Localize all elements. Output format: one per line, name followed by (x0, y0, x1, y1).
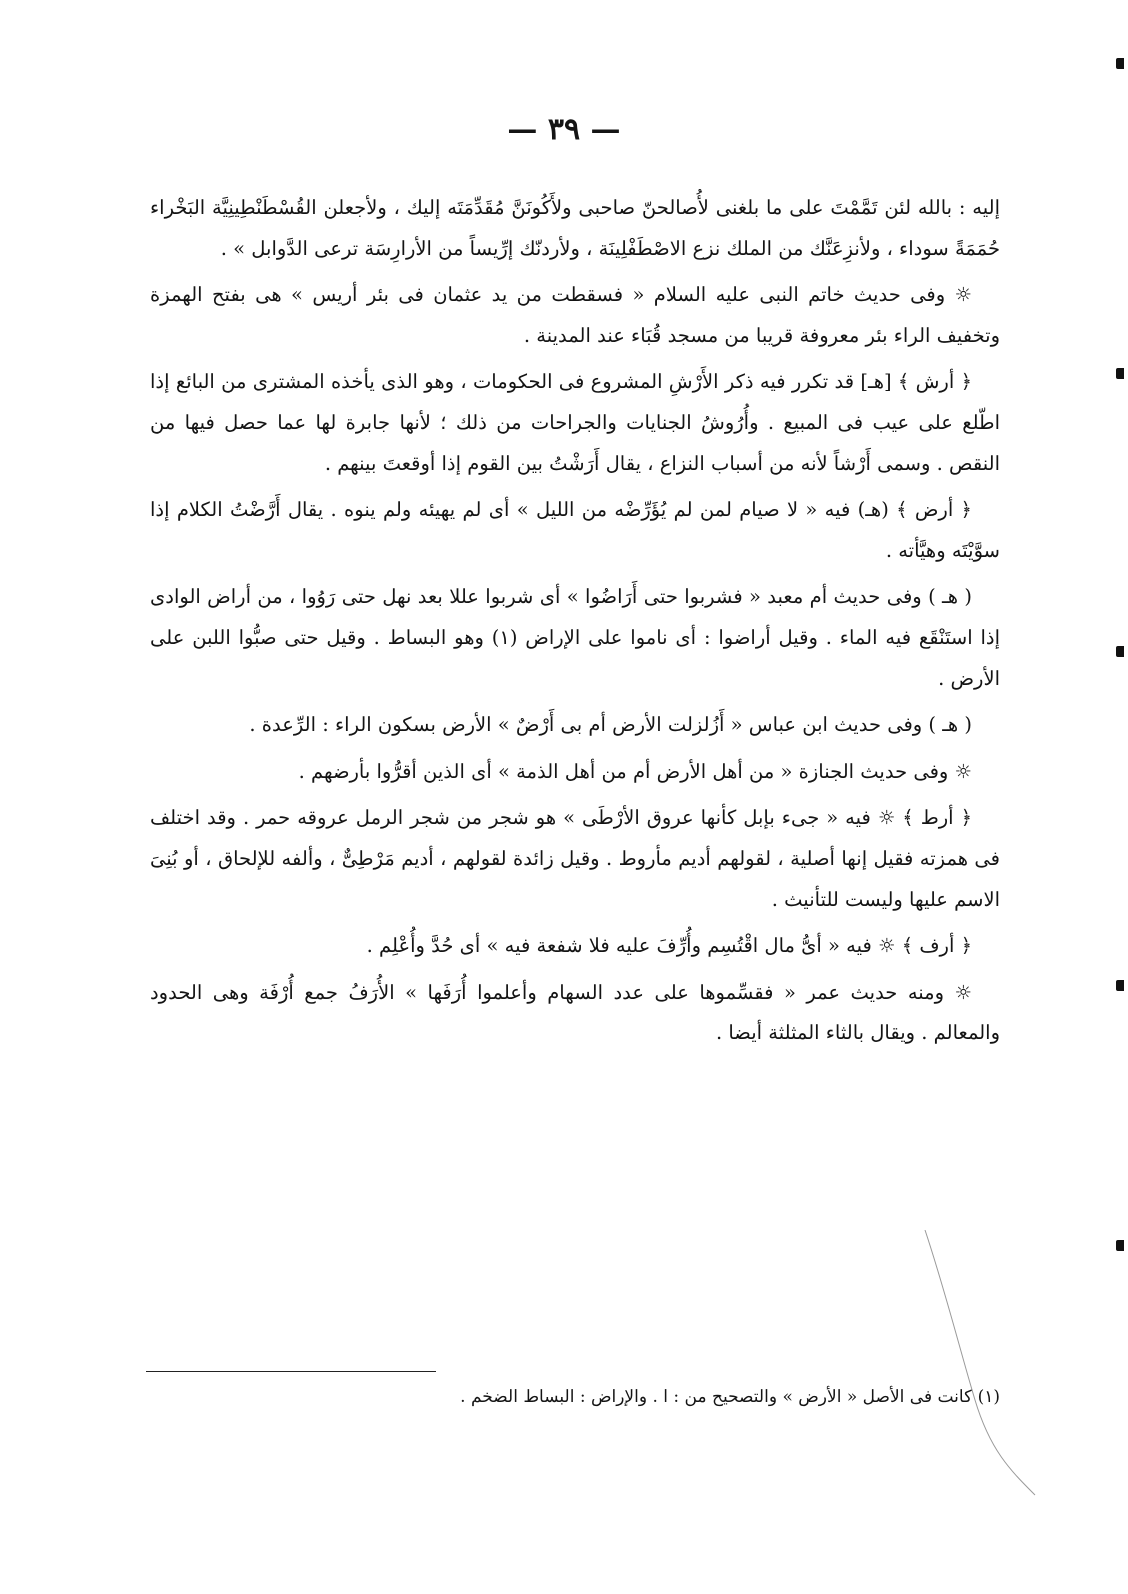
entry-arf: ﴿ أرف ﴾ ☼ فيه « أىُّ مال اقْتُسِم وأُرِّفَ عليه فلا شفعة فيه » أى حُدَّ وأُعْلِم . (366, 934, 972, 958)
body-text (150, 188, 1000, 1060)
paragraph-umm-mabad: ( هـ ) وفى حديث أم معبد « فشربوا حتى أَرَاضُوا » أى شربوا عللا بعد نهل حتى رَوُوا ، من أراض الوادى إذا استَنْقَع فيه الماء . وقيل أراضوا : أى ناموا على الإراض (١) وهو البساط . وقيل حتى صبُّوا اللبن على الأرض . (150, 585, 1001, 690)
edge-mark (1116, 368, 1124, 379)
edge-mark (1116, 646, 1124, 657)
page-number: — ٣٩ — (507, 112, 621, 147)
paragraph-ibn-abbas: ( هـ ) وفى حديث ابن عباس « أَزُلزلت الأرض أم بى أَرْضٌ » الأرض بسكون الراء : الرِّعدة . (249, 713, 972, 737)
paragraph-khatam-hadith: ☼ وفى حديث خاتم النبى عليه السلام « فسقطت من يد عثمان فى بئر أريس » هى بفتح الهمزة وتخفيف الراء بئر معروفة قريبا من مسجد قُبَاء عند المدينة . (150, 283, 1000, 347)
entry-arsh: ﴿ أرش ﴾ [هـ] قد تكرر فيه ذكر الأَرْشِ المشروع فى الحكومات ، وهو الذى يأخذه المشترى من البائع إذا اطّلع على عيب فى المبيع . وأُرُوشُ الجنايات والجراحات من ذلك ؛ لأنها جابرة لها عما حصل فيها من النقص . وسمى أَرْشاً لأنه من أسباب النزاع ، يقال أَرَشْتُ بين القوم إذا أوقعتَ بينهم . (150, 370, 1000, 475)
edge-mark (1116, 1240, 1124, 1251)
paper-crease (920, 1230, 1040, 1500)
paragraph-umar-hadith: ☼ ومنه حديث عمر « فقسِّموها على عدد السهام وأعلموا أُرَفَها » الأُرَفُ جمع أُرْفَة وهى الحدود والمعالم . ويقال بالثاء المثلثة أيضا . (150, 980, 1000, 1045)
footnote: (١) كانت فى الأصل « الأرض » والتصحيح من : ا . والإراض : البساط الضخم . (460, 1387, 1000, 1407)
paragraph-janaza: ☼ وفى حديث الجنازة « من أهل الأرض أم من أهل الذمة » أى الذين أقرُّوا بأرضهم . (298, 759, 972, 783)
paragraph-continuation: إليه : بالله لئن تَمَّمْتَ على ما بلغنى لأُصالحنّ صاحبى ولأَكُونَنَّ مُقَدِّمَتَه إليك ، ولأجعلن القُسْطَنْطِينِيَّة البَخْراء حُمَمَةً سوداء ، ولأنزِعَنَّك من الملك نزع الاصْطَفْلِينَة ، ولأردنّك إرِّيساً من الأرارِسَة ترعى الدَّوابل » . (150, 196, 1000, 260)
footnote-divider (146, 1371, 436, 1372)
entry-ard: ﴿ أرض ﴾ (هـ) فيه « لا صيام لمن لم يُؤَرِّضْه من الليل » أى لم يهيئه ولم ينوه . يقال أَرَّضْتُ الكلام إذا سوَّيْتَه وهيَّأته . (150, 498, 1000, 562)
entry-art: ﴿ أرط ﴾ ☼ فيه « جىء بإبل كأنها عروق الأرْطَى » هو شجر من شجر الرمل عروقه حمر . وقد اختلف فى همزته فقيل إنها أصلية ، لقولهم أديم مأروط . وقيل زائدة لقولهم ، أديم مَرْطِىٌّ ، وألفه للإلحاق ، أو بُنِىَ الاسم عليها وليست للتأنيث . (150, 806, 1000, 911)
edge-mark (1116, 980, 1124, 991)
edge-mark (1116, 58, 1124, 69)
